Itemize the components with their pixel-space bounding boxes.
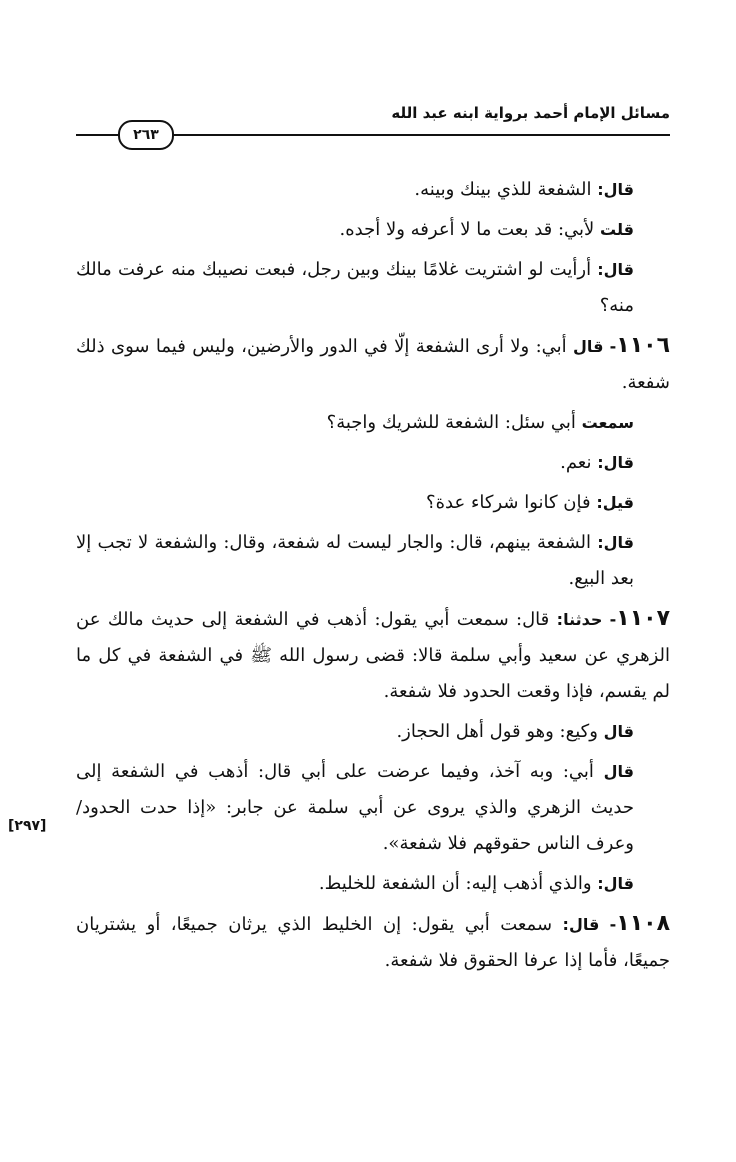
speaker-label: سمعت: [581, 413, 634, 432]
paragraph: [76, 714, 670, 750]
page-header: [76, 100, 670, 150]
issue-number: ١١٠٨: [616, 911, 671, 936]
paragraph: [76, 172, 670, 208]
numbered-paragraph: [76, 328, 670, 401]
paragraph: [76, 445, 670, 481]
paragraph: [76, 485, 670, 521]
speaker-label: - قال: [573, 337, 617, 356]
speaker-label: قلت: [600, 220, 634, 239]
speaker-label: قال:: [597, 180, 634, 199]
issue-number: ١١٠٦: [616, 333, 671, 358]
speaker-label: - حدثنا:: [556, 610, 617, 629]
paragraph-text: أرأيت لو اشتريت غلامًا بينك وبين رجل، فبعت نصيبك منه عرفت مالك منه؟: [76, 259, 634, 316]
speaker-label: قال:: [597, 453, 634, 472]
running-title: مسائل الإمام أحمد برواية ابنه عبد الله: [391, 104, 670, 122]
paragraph-text: أبي: وبه آخذ، وفيما عرضت على أبي قال: أذهب في الشفعة إلى حديث الزهري والذي يروى عن أبي سلمة عن جابر: «إذا حدت الحدود/ وعرف الناس حقوقهم فلا شفعة».: [76, 761, 634, 854]
paragraph-text: نعم.: [560, 452, 598, 473]
speaker-label: قال:: [597, 533, 634, 552]
paragraph: [76, 754, 670, 862]
speaker-label: قال:: [597, 874, 634, 893]
paragraph-text: الشفعة للذي بينك وبينه.: [414, 179, 598, 200]
paragraph-text: أبي: ولا أرى الشفعة إلّا في الدور والأرضين، وليس فيما سوى ذلك شفعة.: [76, 336, 670, 393]
paragraph: [76, 252, 670, 324]
numbered-paragraph: [76, 906, 670, 979]
paragraph-text: فإن كانوا شركاء عدة؟: [426, 492, 597, 513]
paragraph-text: والذي أذهب إليه: أن الشفعة للخليط.: [318, 873, 598, 894]
speaker-label: قيل:: [596, 493, 634, 512]
speaker-label: - قال:: [562, 915, 617, 934]
paragraph: [76, 405, 670, 441]
paragraph-text: أبي سئل: الشفعة للشريك واجبة؟: [326, 412, 582, 433]
speaker-label: قال: [603, 762, 634, 781]
speaker-label: قال: [603, 722, 634, 741]
paragraph: [76, 866, 670, 902]
paragraph-text: لأبي: قد بعت ما لا أعرفه ولا أجده.: [339, 219, 601, 240]
paragraph-text: سمعت أبي يقول: إن الخليط الذي يرثان جميعًا، أو يشتريان جميعًا، فأما إذا عرفا الحقوق فلا شفعة.: [76, 914, 670, 971]
paragraph: [76, 525, 670, 597]
body-text: [76, 172, 670, 983]
paragraph-text: وكيع: وهو قول أهل الحجاز.: [396, 721, 604, 742]
paragraph: [76, 212, 670, 248]
paragraph-text: قال: سمعت أبي يقول: أذهب في الشفعة إلى حديث مالك عن الزهري عن سعيد وأبي سلمة قالا: قضى رسول الله ﷺ في الشفعة في كل ما لم يقسم، فإذا وقعت الحدود فلا شفعة.: [76, 609, 670, 702]
page-number: ٢٦٣: [118, 120, 174, 150]
paragraph-text: الشفعة بينهم، قال: والجار ليست له شفعة، وقال: والشفعة لا تجب إلا بعد البيع.: [76, 532, 634, 589]
marginal-page-reference: [٢٩٧]: [8, 818, 47, 834]
numbered-paragraph: [76, 601, 670, 710]
issue-number: ١١٠٧: [616, 606, 670, 631]
speaker-label: قال:: [597, 260, 634, 279]
